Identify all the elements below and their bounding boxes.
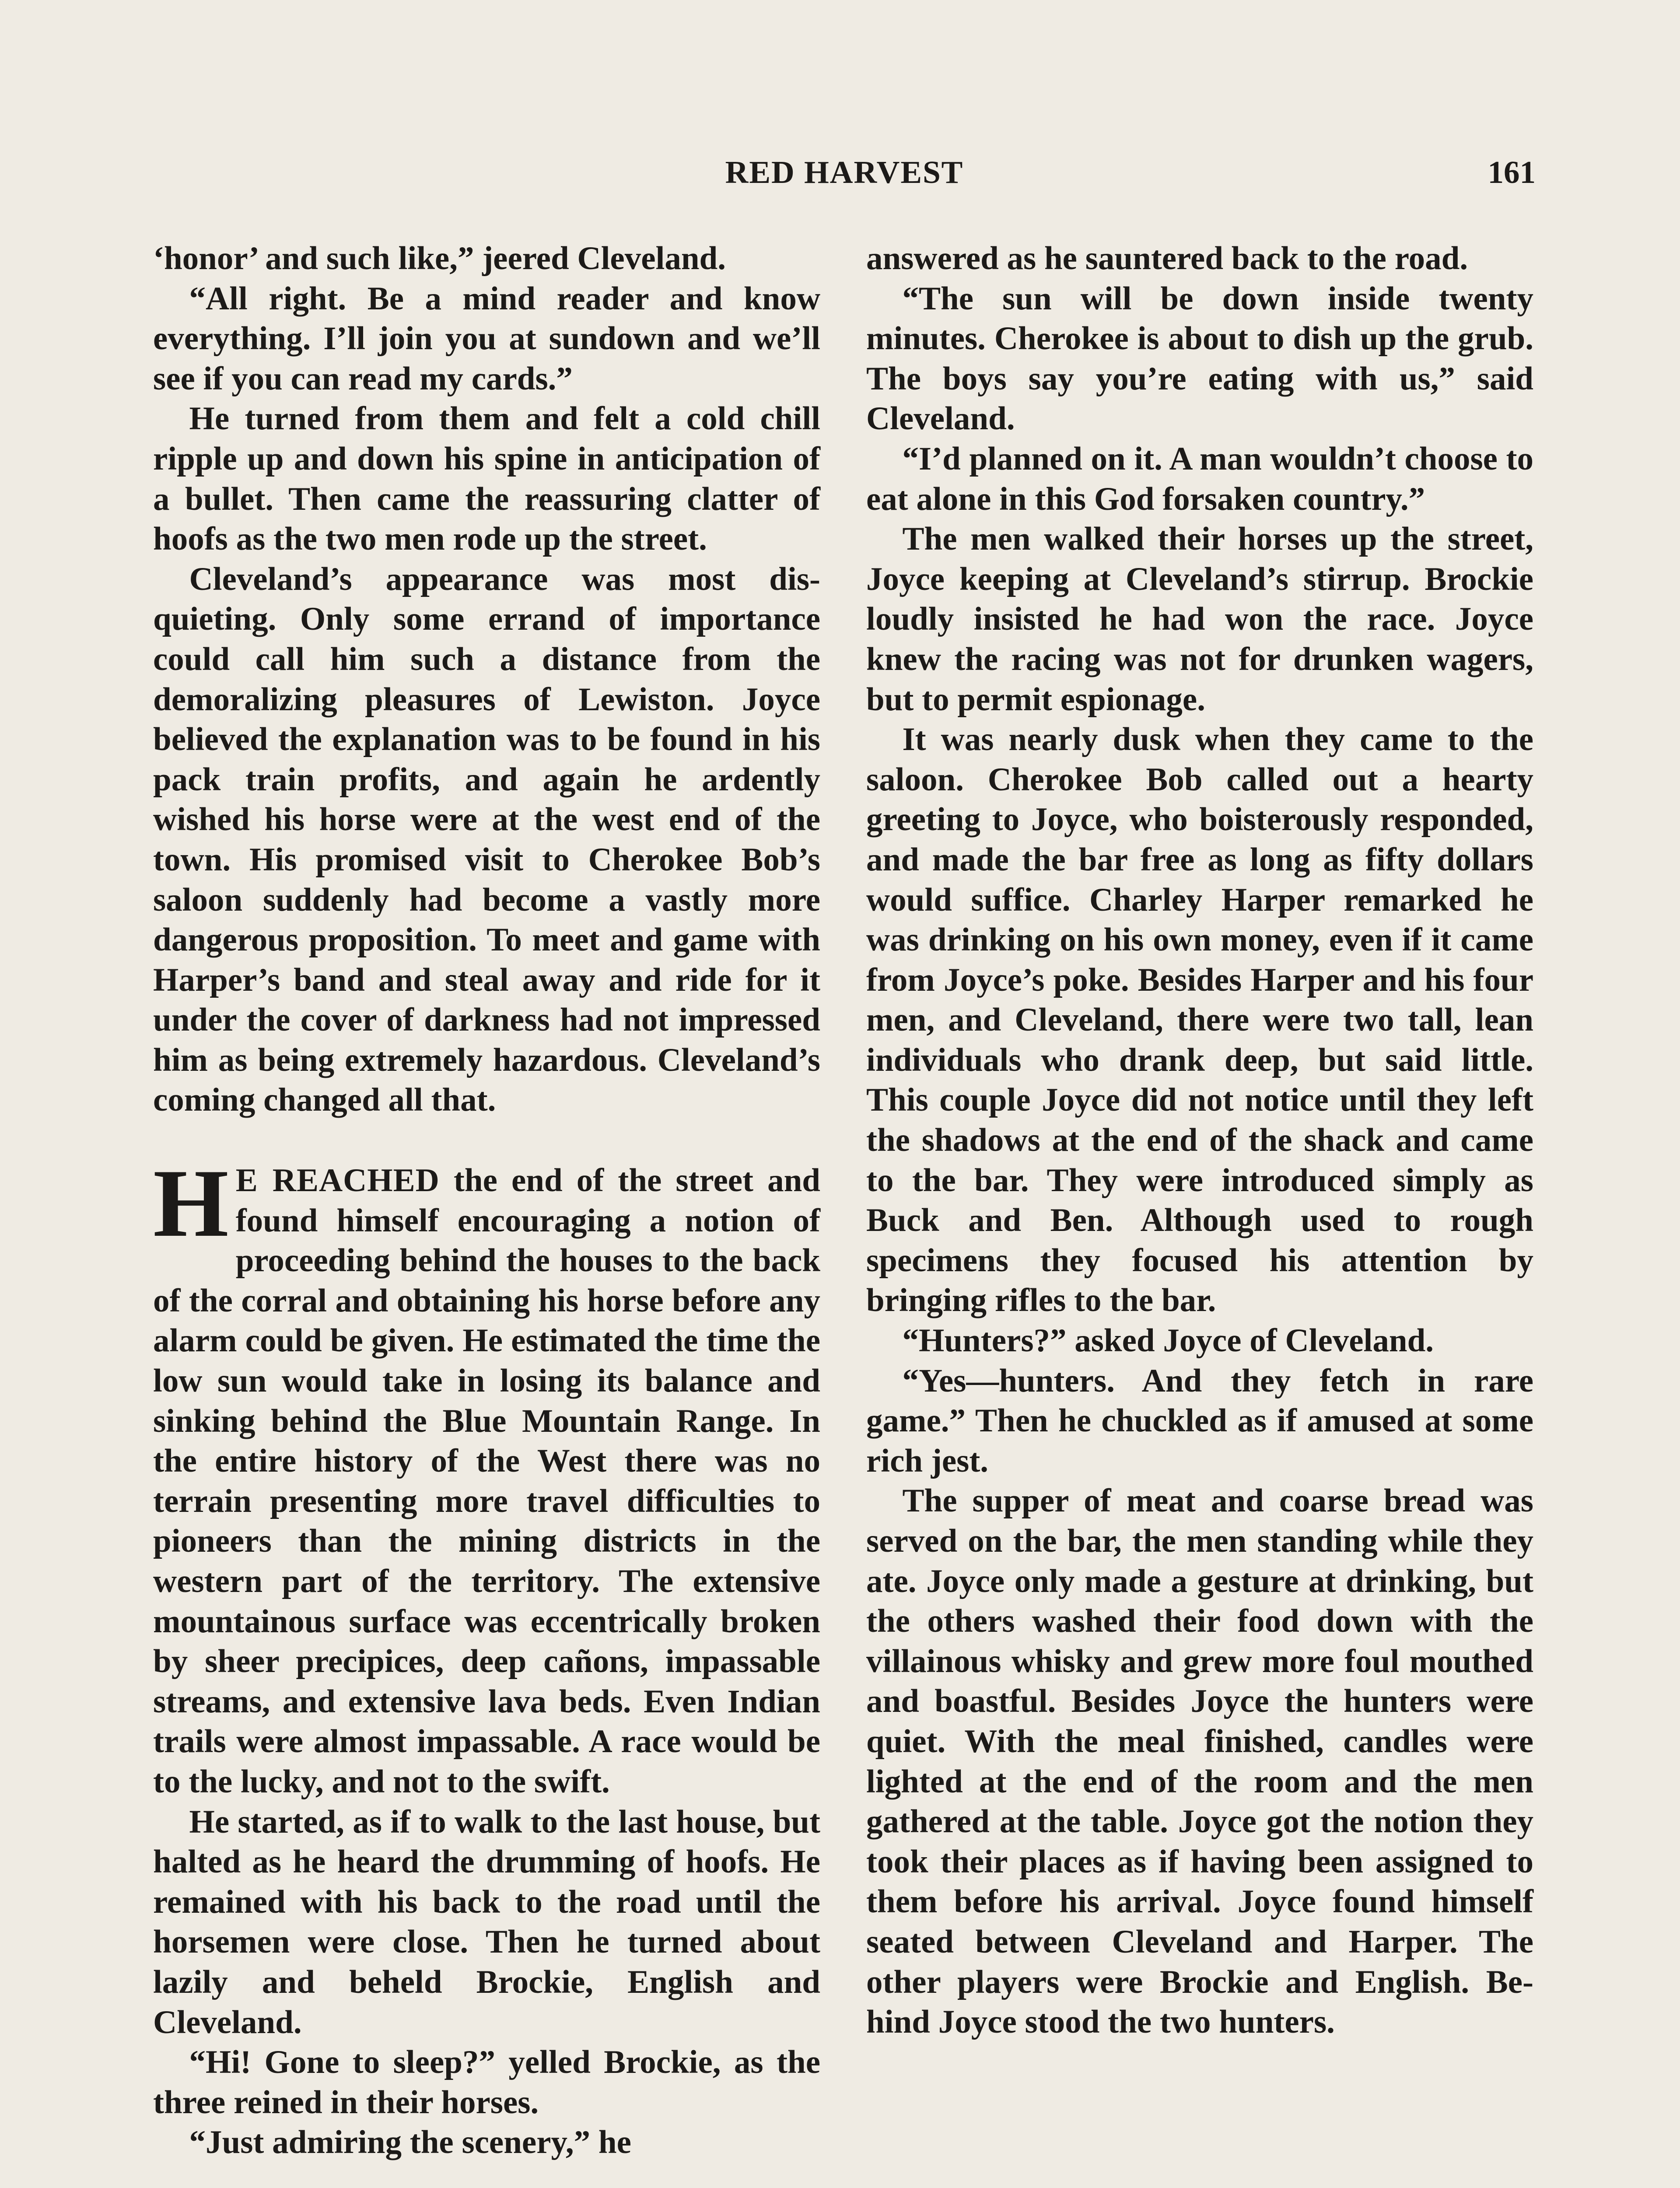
paragraph: “Just admiring the scenery,” he (189, 2124, 631, 2161)
page-header (153, 154, 1536, 198)
right-column (866, 238, 1533, 2042)
running-title: RED HARVEST (725, 154, 964, 190)
paragraph: It was nearly dusk when they came to the saloon. Cherokee Bob called out a hearty greeting to Joyce, who boisterously responded, and made the bar free as long as fifty dollars would suffice. Charley Harper remarked he was drinking on his own money, even if it came from Joyce’s poke. Besides Harper and his four men, and Cleveland, there were two tall, lean individuals who drank deep, but said little. This couple Joyce did not notice until they left the shadows at the end of the shack and came to the bar. They were introduced simply as Buck and Ben. Although used to rough specimens they focused his attention by bringing rifles to the bar. (866, 721, 1533, 1319)
page-number: 161 (1488, 154, 1536, 190)
paragraph: “The sun will be down inside twenty minutes. Cherokee is about to dish up the grub. The boys say you’re eating with us,” said Cleveland. (866, 280, 1533, 437)
paragraph: ‘honor’ and such like,” jeered Cleveland. (153, 240, 726, 277)
paragraph: “I’d planned on it. A man wouldn’t choose to eat alone in this God forsaken country.” (866, 440, 1533, 517)
paragraph: “All right. Be a mind reader and know everything. I’ll join you at sundown and we’ll see if you can read my cards.” (153, 280, 820, 397)
section-opening-paragraph (153, 1150, 820, 1802)
paragraph-continuation: answered as he sauntered back to the road. (866, 240, 1468, 277)
paragraph: The men walked their horses up the street, Joyce keeping at Cleveland’s stirrup. Brockie loudly insisted he had won the race. Joyce knew the racing was not for drunken wagers, but to permit espionage. (866, 521, 1533, 718)
paragraph: “Hi! Gone to sleep?” yelled Brockie, as the three reined in their horses. (153, 2044, 820, 2121)
lead-in-caps: E REACHED (235, 1162, 440, 1199)
paragraph: The supper of meat and coarse bread was served on the bar, the men standing while they ate. Joyce only made a gesture at drinking, but the others washed their food down with the villainous whisky and grew more foul mouthed and boastful. Besides Joyce the hunters were quiet. With the meal finished, candles were lighted at the end of the room and the men gathered at the table. Joyce got the notion they took their places as if having been assigned to them before his arrival. Joyce found himself seated between Cleveland and Harper. The other players were Brockie and English. Behind Joyce stood the two hunters. (866, 1483, 1533, 2041)
left-column (153, 238, 820, 2163)
paragraph: “Hunters?” asked Joyce of Cleveland. (902, 1322, 1434, 1359)
paragraph: “Yes—hunters. And they fetch in rare game.” Then he chuckled as if amused at some rich jest. (866, 1362, 1533, 1479)
paragraph: He started, as if to walk to the last house, but halted as he heard the drumming of hoofs. He remained with his back to the road until the horsemen were close. Then he turned about lazily and beheld Brockie, English and Cleveland. (153, 1803, 820, 2041)
section-text: the end of the street and found himself encouraging a notion of proceeding behind the houses to the back of the corral and obtaining his horse before any alarm could be given. He estimated the time the low sun would take in losing its balance and sinking behind the Blue Mountain Range. In the entire history of the West there was no terrain presenting more travel difficulties to pioneers than the mining districts in the western part of the territory. The extensive mountainous surface was eccentrically broken by sheer precipices, deep cañons, impassable streams, and extensive lava beds. Even Indian trails were almost impassable. A race would be to the lucky, and not to the swift. (153, 1162, 820, 1800)
paragraph: Cleveland’s appearance was most disquieting. Only some errand of importance could call him such a distance from the demoralizing pleasures of Lewiston. Joyce believed the explanation was to be found in his pack train profits, and again he ardently wished his horse were at the west end of the town. His promised visit to Cherokee Bob’s saloon suddenly had become a vastly more dangerous proposition. To meet and game with Harper’s band and steal away and ride for it under the cover of darkness had not impressed him as being extremely hazardous. Cleveland’s coming changed all that. (153, 561, 820, 1119)
paragraph: He turned from them and felt a cold chill ripple up and down his spine in anticipation of a bullet. Then came the reassuring clatter of hoofs as the two men rode up the street. (153, 400, 820, 558)
drop-cap: H (153, 1150, 229, 1258)
